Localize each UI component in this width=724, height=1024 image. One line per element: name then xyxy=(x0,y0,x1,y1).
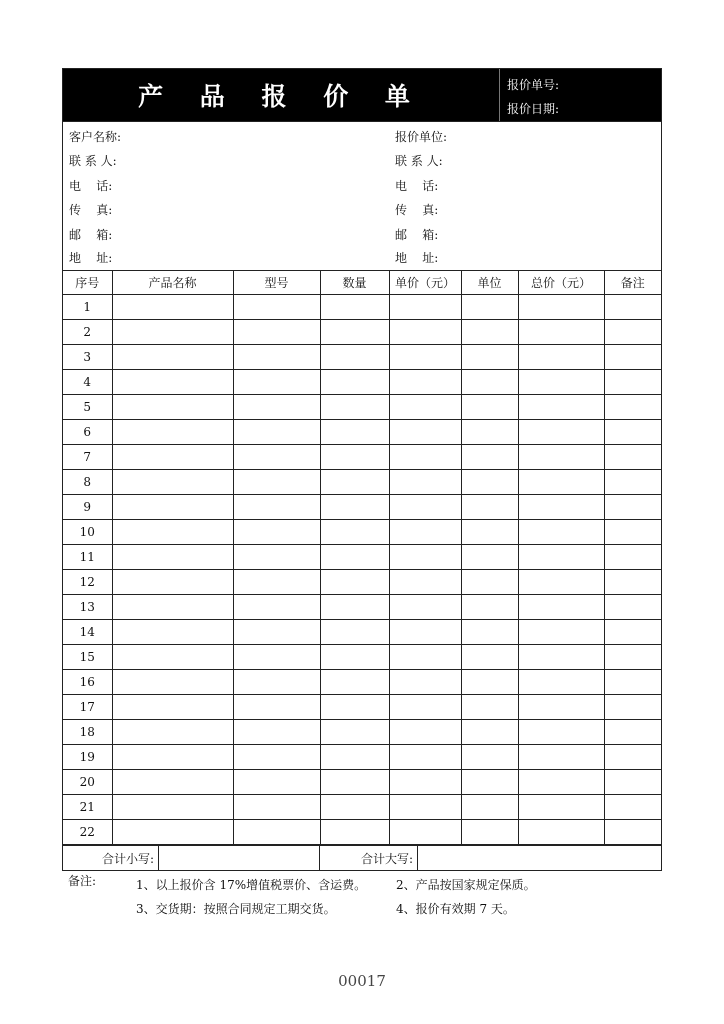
table-cell[interactable] xyxy=(604,645,661,670)
table-cell[interactable] xyxy=(112,720,233,745)
total-lowercase-label: 合计小写: xyxy=(63,846,159,870)
table-cell[interactable] xyxy=(320,570,389,595)
total-uppercase-field[interactable] xyxy=(418,846,661,870)
table-cell[interactable] xyxy=(461,570,518,595)
table-cell[interactable] xyxy=(112,345,233,370)
table-cell[interactable] xyxy=(389,320,461,345)
table-cell[interactable] xyxy=(518,745,604,770)
table-cell[interactable] xyxy=(320,495,389,520)
customer-email-field[interactable]: 邮 箱: xyxy=(69,228,113,242)
table-cell[interactable] xyxy=(518,545,604,570)
total-lowercase-field[interactable] xyxy=(159,846,320,870)
notes-title: 备注: xyxy=(68,874,97,888)
table-cell[interactable] xyxy=(461,445,518,470)
table-cell[interactable] xyxy=(604,620,661,645)
table-cell[interactable] xyxy=(604,495,661,520)
table-cell[interactable] xyxy=(233,795,320,820)
table-cell[interactable] xyxy=(604,695,661,720)
table-cell[interactable] xyxy=(320,445,389,470)
row-index-cell: 1 xyxy=(63,295,112,320)
table-cell[interactable] xyxy=(320,520,389,545)
table-cell[interactable] xyxy=(112,370,233,395)
table-cell[interactable] xyxy=(518,345,604,370)
row-index-cell: 11 xyxy=(63,545,112,570)
table-cell[interactable] xyxy=(389,720,461,745)
table-cell[interactable] xyxy=(389,295,461,320)
row-index-cell: 21 xyxy=(63,795,112,820)
table-cell[interactable] xyxy=(233,745,320,770)
table-cell[interactable] xyxy=(320,370,389,395)
table-cell[interactable] xyxy=(461,670,518,695)
table-cell[interactable] xyxy=(112,745,233,770)
table-row xyxy=(63,695,661,720)
table-cell[interactable] xyxy=(112,495,233,520)
table-cell[interactable] xyxy=(112,570,233,595)
supplier-address-field[interactable]: 地 址: xyxy=(395,251,439,265)
table-cell[interactable] xyxy=(461,645,518,670)
row-index-cell: 22 xyxy=(63,820,112,845)
supplier-fax-field[interactable]: 传 真: xyxy=(395,203,439,217)
table-cell[interactable] xyxy=(112,395,233,420)
row-index-cell: 13 xyxy=(63,595,112,620)
table-row xyxy=(63,495,661,520)
table-cell[interactable] xyxy=(518,820,604,845)
table-cell[interactable] xyxy=(518,295,604,320)
table-cell[interactable] xyxy=(233,620,320,645)
supplier-email-field[interactable]: 邮 箱: xyxy=(395,228,439,242)
table-row xyxy=(63,320,661,345)
table-cell[interactable] xyxy=(320,420,389,445)
table-cell[interactable] xyxy=(389,420,461,445)
table-cell[interactable] xyxy=(604,470,661,495)
table-cell[interactable] xyxy=(518,395,604,420)
column-header-index: 序号 xyxy=(63,271,112,295)
table-header-row xyxy=(63,271,661,295)
table-cell[interactable] xyxy=(389,745,461,770)
table-cell[interactable] xyxy=(389,345,461,370)
quotation-form xyxy=(62,68,662,871)
row-index-cell: 3 xyxy=(63,345,112,370)
table-cell[interactable] xyxy=(518,645,604,670)
table-cell[interactable] xyxy=(233,420,320,445)
column-header-total-price: 总价（元） xyxy=(518,271,604,295)
column-header-model: 型号 xyxy=(233,271,320,295)
column-header-quantity: 数量 xyxy=(320,271,389,295)
table-row xyxy=(63,720,661,745)
quote-date-field[interactable]: 报价日期: xyxy=(507,102,560,116)
table-cell[interactable] xyxy=(461,545,518,570)
table-cell[interactable] xyxy=(389,570,461,595)
table-cell[interactable] xyxy=(233,395,320,420)
table-row xyxy=(63,595,661,620)
table-cell[interactable] xyxy=(233,820,320,845)
supplier-contact-field[interactable]: 联 系 人: xyxy=(395,154,443,168)
table-row xyxy=(63,670,661,695)
table-cell[interactable] xyxy=(233,595,320,620)
table-row xyxy=(63,420,661,445)
supplier-unit-field[interactable]: 报价单位: xyxy=(395,130,448,144)
table-cell[interactable] xyxy=(320,470,389,495)
table-cell[interactable] xyxy=(604,820,661,845)
row-index-cell: 8 xyxy=(63,470,112,495)
table-cell[interactable] xyxy=(604,670,661,695)
table-cell[interactable] xyxy=(112,595,233,620)
table-cell[interactable] xyxy=(233,470,320,495)
table-cell[interactable] xyxy=(320,670,389,695)
table-row xyxy=(63,820,661,845)
table-row xyxy=(63,395,661,420)
table-cell[interactable] xyxy=(320,545,389,570)
table-row xyxy=(63,345,661,370)
customer-name-field[interactable]: 客户名称: xyxy=(69,130,122,144)
table-cell[interactable] xyxy=(389,545,461,570)
table-cell[interactable] xyxy=(389,620,461,645)
table-cell[interactable] xyxy=(233,345,320,370)
table-cell[interactable] xyxy=(518,445,604,470)
table-cell[interactable] xyxy=(320,620,389,645)
table-row xyxy=(63,445,661,470)
table-cell[interactable] xyxy=(112,320,233,345)
note-item: 3、交货期：按照合同规定工期交货。 xyxy=(136,902,336,916)
row-index-cell: 7 xyxy=(63,445,112,470)
header-divider xyxy=(499,69,500,121)
table-cell[interactable] xyxy=(604,795,661,820)
table-cell[interactable] xyxy=(233,295,320,320)
table-cell[interactable] xyxy=(604,570,661,595)
row-index-cell: 6 xyxy=(63,420,112,445)
table-cell[interactable] xyxy=(518,595,604,620)
table-row xyxy=(63,745,661,770)
table-cell[interactable] xyxy=(518,795,604,820)
table-cell[interactable] xyxy=(461,470,518,495)
table-cell[interactable] xyxy=(112,820,233,845)
customer-address-field[interactable]: 地 址: xyxy=(69,251,113,265)
total-uppercase-label: 合计大写: xyxy=(320,846,418,870)
table-body xyxy=(63,295,661,845)
table-cell[interactable] xyxy=(518,495,604,520)
table-cell[interactable] xyxy=(461,770,518,795)
table-cell[interactable] xyxy=(112,520,233,545)
customer-phone-field[interactable]: 电 话: xyxy=(69,179,113,193)
table-cell[interactable] xyxy=(233,520,320,545)
row-index-cell: 12 xyxy=(63,570,112,595)
table-cell[interactable] xyxy=(389,470,461,495)
row-index-cell: 15 xyxy=(63,645,112,670)
table-cell[interactable] xyxy=(389,770,461,795)
table-cell[interactable] xyxy=(389,445,461,470)
table-cell[interactable] xyxy=(461,745,518,770)
table-cell[interactable] xyxy=(112,770,233,795)
table-cell[interactable] xyxy=(461,420,518,445)
table-cell[interactable] xyxy=(320,720,389,745)
table-row xyxy=(63,545,661,570)
table-cell[interactable] xyxy=(518,370,604,395)
column-header-unit-price: 单价（元） xyxy=(389,271,461,295)
table-cell[interactable] xyxy=(233,695,320,720)
table-cell[interactable] xyxy=(604,295,661,320)
table-cell[interactable] xyxy=(604,745,661,770)
table-cell[interactable] xyxy=(233,645,320,670)
table-row xyxy=(63,370,661,395)
table-cell[interactable] xyxy=(320,770,389,795)
table-cell[interactable] xyxy=(461,370,518,395)
table-cell[interactable] xyxy=(604,445,661,470)
table-cell[interactable] xyxy=(389,395,461,420)
table-cell[interactable] xyxy=(604,770,661,795)
table-row xyxy=(63,645,661,670)
row-index-cell: 10 xyxy=(63,520,112,545)
supplier-phone-field[interactable]: 电 话: xyxy=(395,179,439,193)
table-cell[interactable] xyxy=(461,720,518,745)
table-cell[interactable] xyxy=(461,495,518,520)
table-row xyxy=(63,620,661,645)
column-header-product-name: 产品名称 xyxy=(112,271,233,295)
row-index-cell: 14 xyxy=(63,620,112,645)
table-cell[interactable] xyxy=(518,720,604,745)
table-cell[interactable] xyxy=(604,420,661,445)
form-header xyxy=(63,69,661,121)
row-index-cell: 20 xyxy=(63,770,112,795)
column-header-unit: 单位 xyxy=(461,271,518,295)
table-cell[interactable] xyxy=(461,295,518,320)
customer-contact-field[interactable]: 联 系 人: xyxy=(69,154,117,168)
table-row xyxy=(63,520,661,545)
row-index-cell: 16 xyxy=(63,670,112,695)
table-cell[interactable] xyxy=(461,795,518,820)
table-cell[interactable] xyxy=(389,670,461,695)
table-cell[interactable] xyxy=(233,320,320,345)
table-cell[interactable] xyxy=(518,670,604,695)
table-row xyxy=(63,795,661,820)
quote-number-field[interactable]: 报价单号: xyxy=(507,78,560,92)
table-cell[interactable] xyxy=(389,370,461,395)
form-title: 产 品 报 价 单 xyxy=(138,82,424,111)
table-cell[interactable] xyxy=(320,645,389,670)
table-cell[interactable] xyxy=(389,495,461,520)
table-cell[interactable] xyxy=(233,545,320,570)
table-cell[interactable] xyxy=(233,445,320,470)
table-cell[interactable] xyxy=(233,370,320,395)
table-cell[interactable] xyxy=(518,620,604,645)
note-item: 4、报价有效期 7 天。 xyxy=(396,902,515,916)
table-cell[interactable] xyxy=(112,445,233,470)
table-cell[interactable] xyxy=(461,520,518,545)
table-cell[interactable] xyxy=(320,345,389,370)
table-cell[interactable] xyxy=(604,545,661,570)
contact-info-section xyxy=(63,121,661,271)
row-index-cell: 2 xyxy=(63,320,112,345)
table-cell[interactable] xyxy=(320,320,389,345)
table-cell[interactable] xyxy=(604,720,661,745)
table-cell[interactable] xyxy=(112,295,233,320)
table-row xyxy=(63,570,661,595)
table-cell[interactable] xyxy=(233,770,320,795)
table-cell[interactable] xyxy=(112,470,233,495)
table-cell[interactable] xyxy=(604,520,661,545)
table-cell[interactable] xyxy=(389,820,461,845)
table-cell[interactable] xyxy=(518,420,604,445)
note-item: 1、以上报价含 17%增值税票价、含运费。 xyxy=(136,878,367,892)
table-cell[interactable] xyxy=(604,370,661,395)
table-cell[interactable] xyxy=(112,695,233,720)
table-cell[interactable] xyxy=(604,395,661,420)
row-index-cell: 18 xyxy=(63,720,112,745)
table-row xyxy=(63,470,661,495)
table-cell[interactable] xyxy=(320,795,389,820)
table-cell[interactable] xyxy=(461,620,518,645)
table-cell[interactable] xyxy=(233,670,320,695)
row-index-cell: 5 xyxy=(63,395,112,420)
table-cell[interactable] xyxy=(604,595,661,620)
table-cell[interactable] xyxy=(461,595,518,620)
table-cell[interactable] xyxy=(518,570,604,595)
table-cell[interactable] xyxy=(233,720,320,745)
note-item: 2、产品按国家规定保质。 xyxy=(396,878,536,892)
table-cell[interactable] xyxy=(320,595,389,620)
table-cell[interactable] xyxy=(604,345,661,370)
table-cell[interactable] xyxy=(112,620,233,645)
table-cell[interactable] xyxy=(320,395,389,420)
table-cell[interactable] xyxy=(461,820,518,845)
table-cell[interactable] xyxy=(518,470,604,495)
table-cell[interactable] xyxy=(320,820,389,845)
table-cell[interactable] xyxy=(112,645,233,670)
table-cell[interactable] xyxy=(518,695,604,720)
customer-fax-field[interactable]: 传 真: xyxy=(69,203,113,217)
row-index-cell: 19 xyxy=(63,745,112,770)
table-cell[interactable] xyxy=(604,320,661,345)
table-cell[interactable] xyxy=(389,520,461,545)
table-cell[interactable] xyxy=(518,320,604,345)
table-row xyxy=(63,770,661,795)
table-cell[interactable] xyxy=(112,545,233,570)
table-cell[interactable] xyxy=(389,595,461,620)
row-index-cell: 9 xyxy=(63,495,112,520)
table-cell[interactable] xyxy=(320,295,389,320)
table-cell[interactable] xyxy=(389,695,461,720)
table-cell[interactable] xyxy=(112,795,233,820)
table-cell[interactable] xyxy=(112,670,233,695)
table-cell[interactable] xyxy=(233,570,320,595)
table-cell[interactable] xyxy=(518,520,604,545)
table-cell[interactable] xyxy=(112,420,233,445)
table-cell[interactable] xyxy=(461,695,518,720)
table-cell[interactable] xyxy=(461,395,518,420)
table-cell[interactable] xyxy=(320,695,389,720)
table-cell[interactable] xyxy=(233,495,320,520)
totals-row xyxy=(63,845,661,870)
row-index-cell: 17 xyxy=(63,695,112,720)
items-table xyxy=(63,271,661,845)
table-row xyxy=(63,295,661,320)
row-index-cell: 4 xyxy=(63,370,112,395)
table-cell[interactable] xyxy=(389,795,461,820)
table-cell[interactable] xyxy=(461,345,518,370)
table-cell[interactable] xyxy=(461,320,518,345)
column-header-remarks: 备注 xyxy=(604,271,661,295)
table-cell[interactable] xyxy=(518,770,604,795)
table-cell[interactable] xyxy=(320,745,389,770)
page-number: 00017 xyxy=(338,972,386,990)
table-cell[interactable] xyxy=(389,645,461,670)
